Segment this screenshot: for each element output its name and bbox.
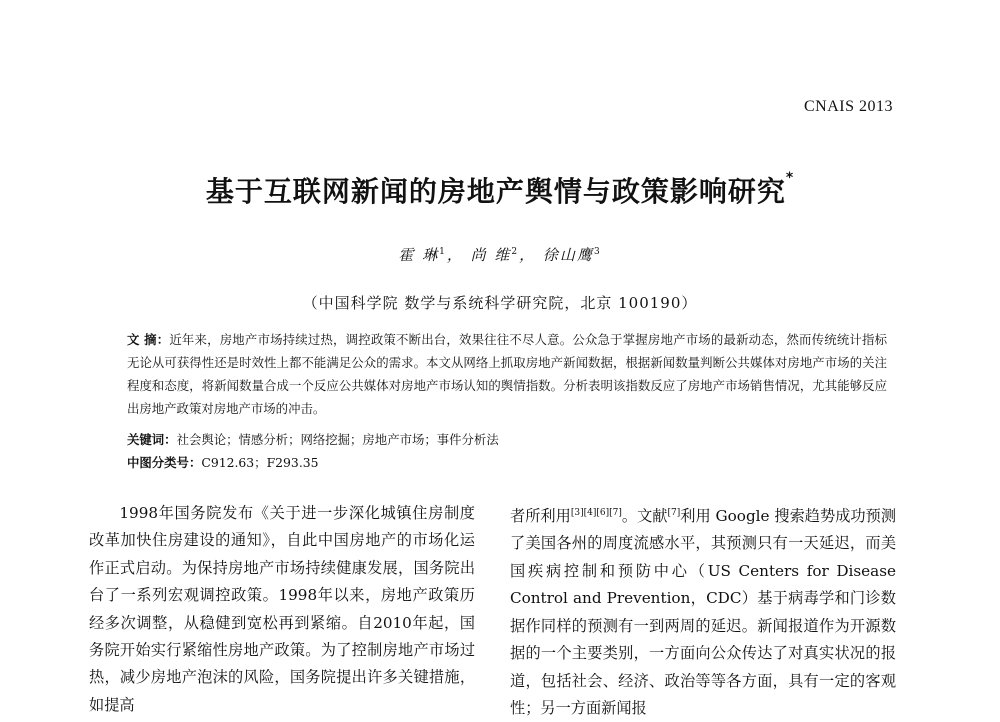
abstract-label: 文 摘： [127, 332, 170, 347]
author-list: 霍 琳$^1$， 尚 维$^2$， 徐山鹰$^3$ [398, 246, 602, 264]
author-name: 徐山鹰 [542, 246, 594, 264]
body-text: 利用 Google 搜索趋势成功预测了美国各州的周度流感水平，其预测只有一天延迟，而美国疾病控制和预防中心（US Centers for Disease Control and Prevention，CDC）基于病毒学和门诊数据作同样的预测有一到两周的延迟。新闻报道作为开源数据的一个主要类别，一方面向公众传达了对真实状况的报道，包括社会、经济、政治等等各方面，具有一定的客观性；另一方面新闻报 [510, 507, 897, 717]
classification [127, 451, 887, 474]
journal-header: CNAIS 2013 [803, 98, 893, 115]
keywords-text: 社会舆论；情感分析；网络挖掘；房地产市场；事件分析法 [176, 432, 499, 447]
classification-label: 中图分类号： [127, 455, 202, 470]
body-column-left [89, 500, 475, 714]
citation: [7] [667, 508, 681, 518]
body-paragraph: 1998年国务院发布《关于进一步深化城镇住房制度改革加快住房建设的通知》，自此中国房地产的市场化运作正式启动。为保持房地产市场持续健康发展，国务院出台了一系列宏观调控政策。1998年以来，房地产政策历经多次调整，从稳健到宽松再到紧缩。自2010年起，国务院开始实行紧缩性房地产政策。为了控制房地产市场过热，减少房地产泡沫的风险，国务院提出许多关键措施，如提高 [89, 504, 475, 714]
author-affiliation-marker: 2 [511, 247, 520, 257]
body-column-right [510, 500, 897, 717]
body-text: 。文献 [621, 507, 668, 526]
paper-title-text: 基于互联网新闻的房地产舆情与政策影响研究 [205, 175, 786, 208]
classification-text: C912.63；F293.35 [201, 455, 319, 470]
author-name: 霍 琳 [398, 246, 440, 264]
body-text: 者所利用 [510, 507, 571, 526]
keywords-label: 关键词： [127, 432, 177, 447]
citation: [3][4][6][7] [570, 508, 622, 518]
paper-title [0, 170, 1000, 210]
author-name: 尚 维 [470, 246, 512, 264]
body-paragraph [510, 500, 896, 722]
keywords [127, 428, 887, 451]
author-affiliation-marker: 1 [439, 247, 447, 257]
abstract [127, 328, 887, 420]
author-affiliation-marker: 3 [593, 247, 602, 257]
title-footnote-marker: * [785, 170, 795, 186]
abstract-text: 近年来，房地产市场持续过热，调控政策不断出台，效果往往不尽人意。公众急于掌握房地产市场的最新动态，然而传统统计指标无论从可获得性还是时效性上都不能满足公众的需求。本文从网络上抓取房地产新闻数据，根据新闻数量判断公共媒体对房地产市场的关注程度和态度，将新闻数量合成一个反应公共媒体对房地产市场认知的舆情指数。分析表明该指数反应了房地产市场销售情况，尤其能够反应出房地产政策对房地产市场的冲击。 [127, 332, 887, 416]
affiliation: （中国科学院 数学与系统科学研究院，北京 100190） [302, 294, 698, 312]
